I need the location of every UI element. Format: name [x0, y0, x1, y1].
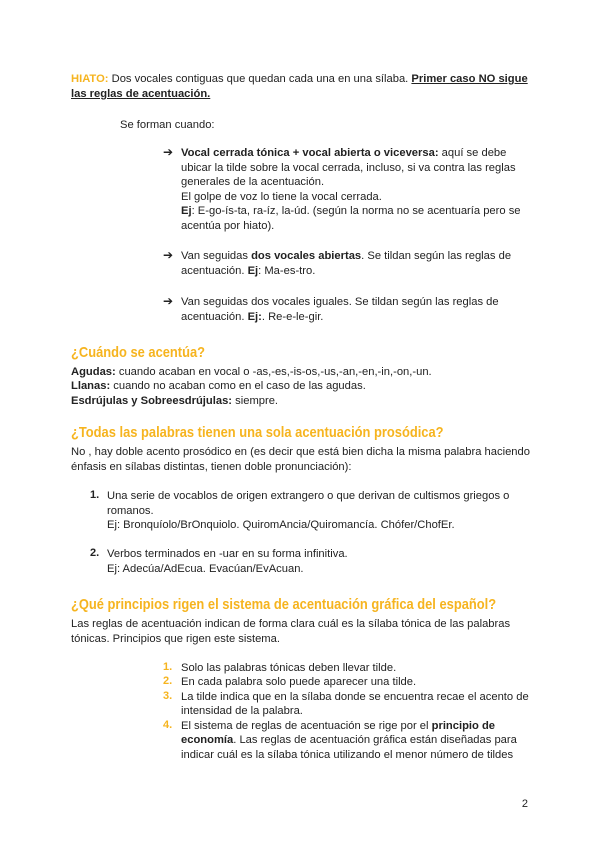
todas-item2-line1: Verbos terminados en -uar en su forma infinitiva.	[107, 548, 348, 560]
case1-line1: Vocal cerrada tónica + vocal abierta o viceversa: aquí se debe	[181, 147, 507, 159]
se-forman-label: Se forman cuando:	[120, 119, 215, 131]
list-number: 2.	[163, 675, 173, 687]
todas-item1-line3: Ej: Bronquíolo/BrOnquiolo. QuiromAncia/Quiromancía. Chófer/ChofEr.	[107, 519, 455, 531]
arrow-icon: ➔	[163, 294, 174, 308]
hiato-line-1	[71, 72, 528, 86]
hiato-text: Dos vocales contiguas que quedan cada una en una sílaba.	[108, 73, 412, 85]
case3-line1: Van seguidas dos vocales iguales. Se tildan según las reglas de	[181, 296, 499, 308]
todas-p2: énfasis en sílabas distintas, tienen doble pronunciación):	[71, 461, 352, 473]
principios-item4-line3: indicar cuál es la sílaba tónica utilizando el menor número de tildes	[181, 749, 514, 761]
page-number: 2	[521, 798, 528, 810]
principios-p2: tónicas. Principios que rigen este sistema.	[71, 633, 280, 645]
case2-line2: acentuación. Ej: Ma-es-tro.	[181, 265, 316, 277]
principios-item4-line1: El sistema de reglas de acentuación se rige por el principio de	[181, 720, 496, 732]
todas-item2-line2: Ej: Adecúa/AdEcua. Evacúan/EvAcuan.	[107, 563, 304, 575]
principios-item3-line1: La tilde indica que en la sílaba donde se encuentra recae el acento de	[181, 691, 529, 703]
case3-line2: acentuación. Ej:. Re-e-le-gir.	[181, 311, 324, 323]
esdrujulas-line: Esdrújulas y Sobreesdrújulas: siempre.	[71, 395, 279, 407]
case2-line1: Van seguidas dos vocales abiertas. Se tildan según las reglas de	[181, 250, 512, 262]
arrow-icon: ➔	[163, 145, 174, 159]
principios-item1: Solo las palabras tónicas deben llevar tilde.	[181, 662, 397, 674]
hiato-emphasis-1: Primer caso NO sigue	[411, 73, 528, 85]
case1-line5: Ej: E-go-ís-ta, ra-íz, la-úd. (según la norma no se acentuaría pero se	[181, 205, 521, 217]
principios-item2: En cada palabra solo puede aparecer una tilde.	[181, 676, 417, 688]
list-number: 2.	[90, 547, 100, 559]
heading-principios: ¿Qué principios rigen el sistema de acentuación gráfica del español?	[71, 596, 497, 613]
hiato-emphasis-2: las reglas de acentuación.	[71, 88, 211, 100]
case1-line2: ubicar la tilde sobre la vocal cerrada, incluso, si va contra las reglas	[181, 162, 516, 174]
agudas-line: Agudas: cuando acaban en vocal o -as,-es,-is-os,-us,-an,-en,-in,-on,-un.	[71, 366, 432, 378]
heading-cuando: ¿Cuándo se acentúa?	[71, 344, 206, 361]
case1-line6: acentúa por hiato).	[181, 220, 275, 232]
llanas-line: Llanas: cuando no acaban como en el caso de las agudas.	[71, 380, 366, 392]
todas-p1: No , hay doble acento prosódico en (es decir que está bien dicha la misma palabra haciendo	[71, 446, 530, 458]
list-number: 1.	[90, 489, 100, 501]
heading-todas: ¿Todas las palabras tienen una sola acentuación prosódica?	[71, 424, 444, 441]
todas-item1-line2: romanos.	[107, 505, 154, 517]
principios-item4-line2: economía. Las reglas de acentuación gráfica están diseñadas para	[181, 734, 517, 746]
list-number: 4.	[163, 719, 173, 731]
todas-item1-line1: Una serie de vocablos de origen extrangero o que derivan de cultismos griegos o	[107, 490, 510, 502]
hiato-line-2	[71, 87, 210, 101]
list-number: 3.	[163, 690, 173, 702]
principios-item3-line2: intensidad de la palabra.	[181, 705, 303, 717]
list-number: 1.	[163, 661, 173, 673]
case1-line4: El golpe de voz lo tiene la vocal cerrada.	[181, 191, 382, 203]
hiato-label: HIATO:	[71, 73, 109, 85]
arrow-icon: ➔	[163, 248, 174, 262]
principios-p1: Las reglas de acentuación indican de forma clara cuál es la sílaba tónica de las palabras	[71, 618, 511, 630]
case1-line3: generales de la acentuación.	[181, 176, 325, 188]
